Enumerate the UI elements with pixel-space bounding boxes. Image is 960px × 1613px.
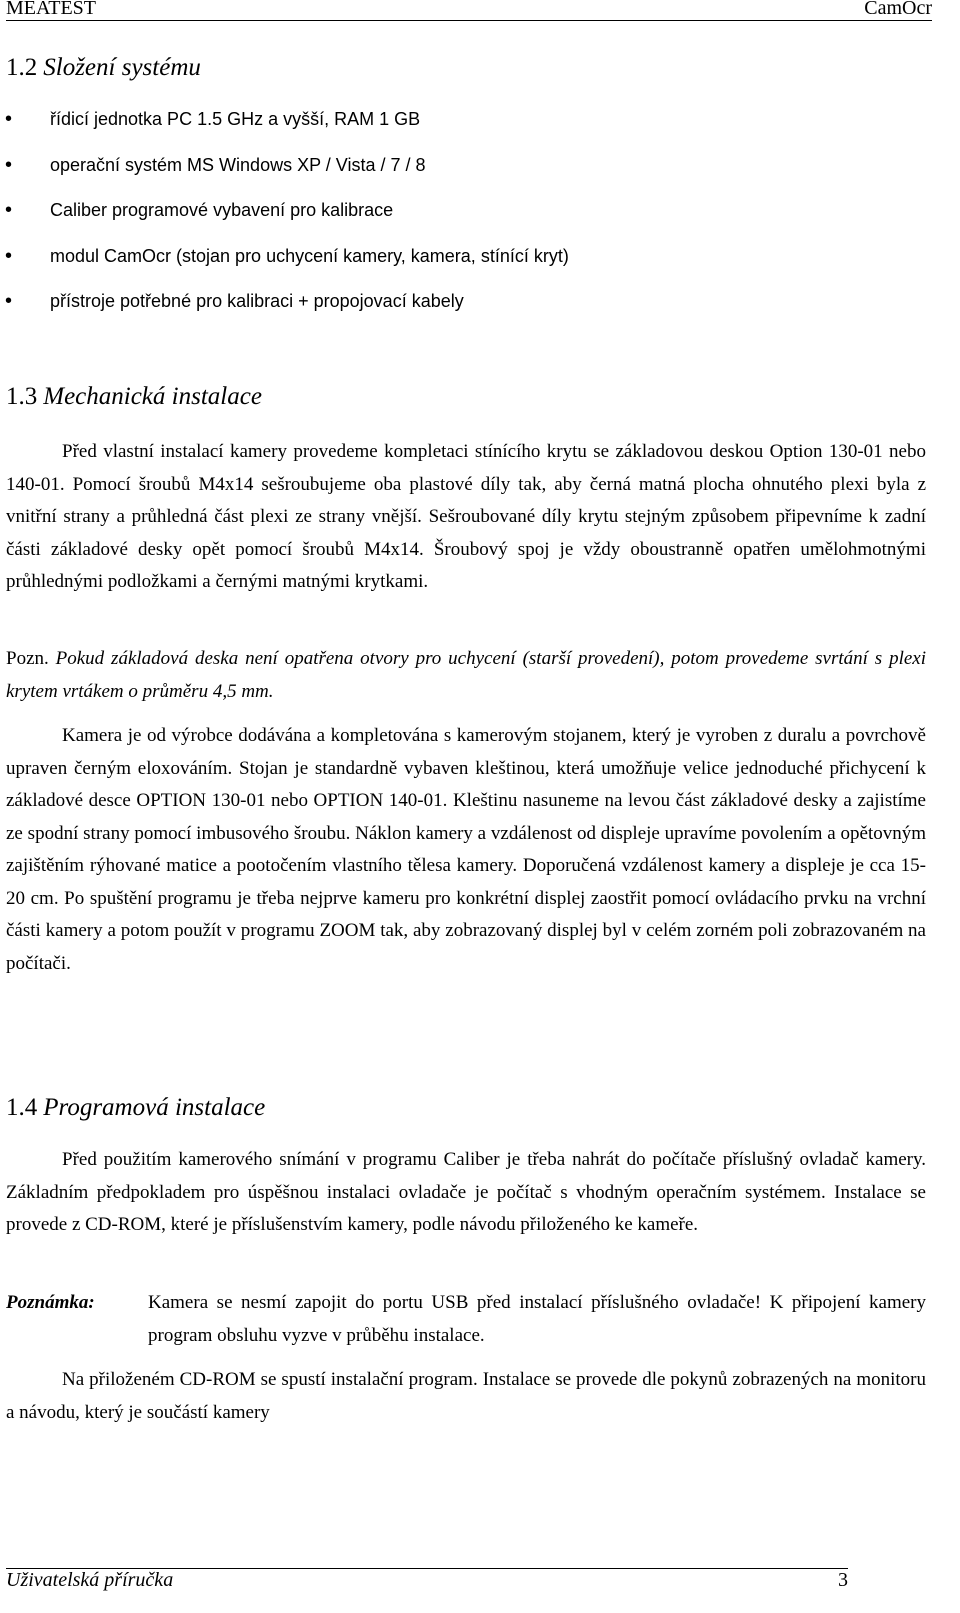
section-title: Programová instalace: [43, 1094, 266, 1121]
section-heading-1-4: [6, 1093, 265, 1123]
note-label: Pozn.: [6, 648, 49, 669]
section-number: 1.3: [6, 383, 38, 410]
page-header: [6, 0, 932, 21]
list-item: • operační systém MS Windows XP / Vista / 7 / 8: [0, 151, 569, 197]
list-item: • Caliber programové vybavení pro kalibrace: [0, 196, 569, 242]
note-block: [6, 1287, 926, 1352]
paragraph-software-1: Před použitím kamerového snímání v programu Caliber je třeba nahrát do počítače příslušný ovladač kamery. Základním předpokladem pro úspěšnou instalaci ovladače je počítač s vhodným operačním systémem. Instalace se provede z CD-ROM, které je příslušenstvím kamery, podle návodu přiloženého ke kameře.: [6, 1149, 926, 1235]
paragraph-software-2: Na přiloženém CD-ROM se spustí instalační program. Instalace se provede dle pokynů zobrazených na monitoru a návodu, který je součástí kamery: [6, 1369, 926, 1423]
footer-title: Uživatelská příručka: [6, 1569, 174, 1591]
list-item: • modul CamOcr (stojan pro uchycení kamery, kamera, stínící kryt): [0, 242, 569, 288]
note-text: Kamera se nesmí zapojit do portu USB před instalací příslušného ovladače! K připojení kamery program obsluhu vyzve v průběhu instalace.: [148, 1292, 926, 1346]
paragraph-mechanical-1: Před vlastní instalací kamery provedeme kompletaci stínícího krytu se základovou deskou Option 130-01 nebo 140-01. Pomocí šroubů M4x14 sešroubujeme oba plastové díly tak, aby černá matná plocha ohnutého plexi byla z vnitřní strany a průhledná část plexi ze strany vnější. Sešroubované díly krytu stejným způsobem připevníme k zadní části základové desky opět pomocí šroubů M4x14. Šroubový spoj je vždy oboustranně opatřen umělohmotnými průhlednými podložkami a černými matnými krytkami.: [6, 441, 926, 592]
note-text: Pokud základová deska není opatřena otvory pro uchycení (starší provedení), potom provedeme svrtání s plexi krytem vrtákem o průměru 4,5 mm.: [6, 648, 926, 702]
section-title: Mechanická instalace: [43, 383, 262, 410]
section-title: Složení systému: [43, 54, 201, 81]
paragraph-mechanical-2: Kamera je od výrobce dodávána a kompletována s kamerovým stojanem, který je vyroben z duralu a povrchově upraven černým eloxováním. Stojan je standardně vybaven kleštinou, která umožňuje velice jednoduché přichycení k základové desce OPTION 130-01 nebo OPTION 140-01. Kleštinu nasuneme na levou část základové desky a zajistíme ze spodní strany pomocí imbusového šroubu. Náklon kamery a vzdálenost od displeje upravíme povolením a opětovným zajištěním rýhované matice a pootočením vlastního tělesa kamery. Doporučená vzdálenost kamery a displeje je cca 15-20 cm. Po spuštění programu je třeba nejprve kameru pro konkrétní displej zaostřit pomocí ovládacího prvku na vrchní části kamery a potom použít v programu ZOOM tak, aby zobrazovaný displej byl v celém zorném poli zobrazovaném na počítači.: [6, 725, 926, 974]
section-number: 1.2: [6, 54, 38, 81]
paragraph-note: [6, 643, 926, 708]
section-heading-1-2: [6, 53, 201, 83]
section-number: 1.4: [6, 1094, 38, 1121]
page-number: 3: [838, 1569, 848, 1591]
header-company: MEATEST: [6, 0, 96, 19]
list-item: • řídicí jednotka PC 1.5 GHz a vyšší, RAM 1 GB: [0, 105, 569, 151]
list-item: • přístroje potřebné pro kalibraci + propojovací kabely: [0, 287, 569, 333]
system-components-list: [0, 105, 569, 333]
page-footer: [6, 1568, 848, 1605]
header-product: CamOcr: [864, 0, 932, 19]
note-label: Poznámka:: [6, 1292, 95, 1313]
section-heading-1-3: [6, 382, 262, 412]
